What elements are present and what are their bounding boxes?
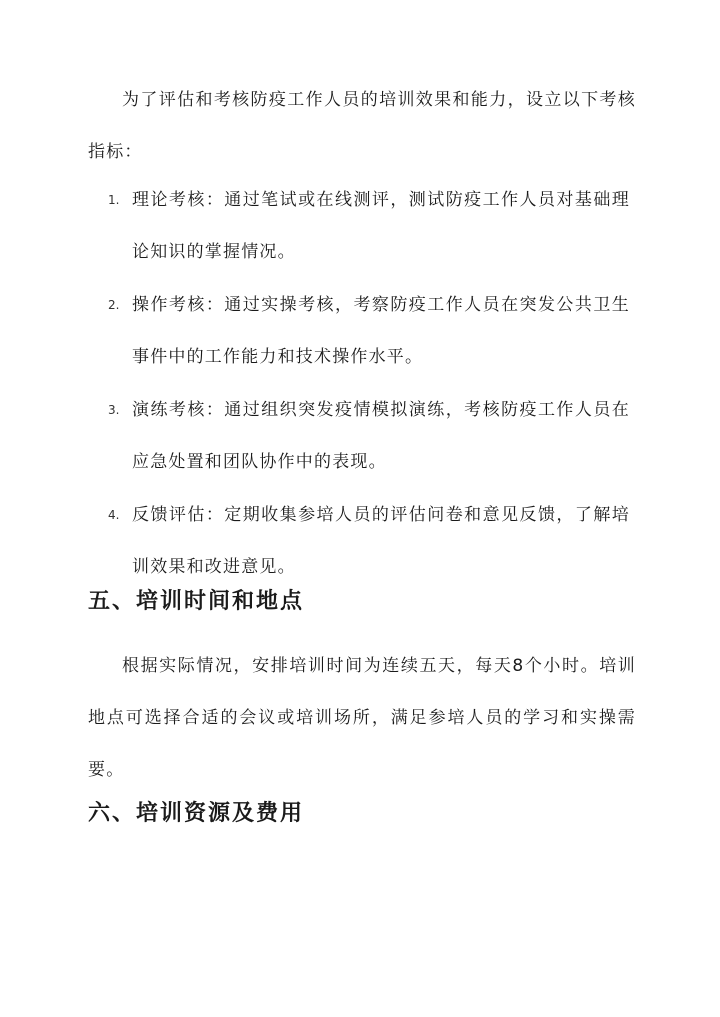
list-item-number: 3. [108, 403, 120, 417]
list-item [100, 279, 630, 383]
schedule-paragraph: 根据实际情况，安排培训时间为连续五天，每天8个小时。培训地点可选择合适的会议或培训场所，满足参培人员的学习和实操需要。 [88, 656, 636, 780]
intro-paragraph: 为了评估和考核防疫工作人员的培训效果和能力，设立以下考核指标： [88, 90, 636, 162]
assessment-list [100, 174, 630, 593]
list-item [100, 384, 630, 488]
section-heading-training-time-location: 五、培训时间和地点 [88, 589, 305, 614]
list-item-number: 1. [108, 193, 120, 207]
list-item [100, 489, 630, 593]
list-item-text: 理论考核：通过笔试或在线测评，测试防疫工作人员对基础理论知识的掌握情况。 [132, 190, 630, 262]
section-heading-resources-costs: 六、培训资源及费用 [88, 801, 305, 826]
list-item-text: 演练考核：通过组织突发疫情模拟演练，考核防疫工作人员在应急处置和团队协作中的表现。 [132, 400, 630, 472]
list-item [100, 174, 630, 278]
list-item-text: 操作考核：通过实操考核，考察防疫工作人员在突发公共卫生事件中的工作能力和技术操作水平。 [132, 295, 630, 367]
list-item-number: 2. [108, 298, 120, 312]
list-item-text: 反馈评估：定期收集参培人员的评估问卷和意见反馈，了解培训效果和改进意见。 [132, 505, 630, 577]
list-item-number: 4. [108, 508, 120, 522]
